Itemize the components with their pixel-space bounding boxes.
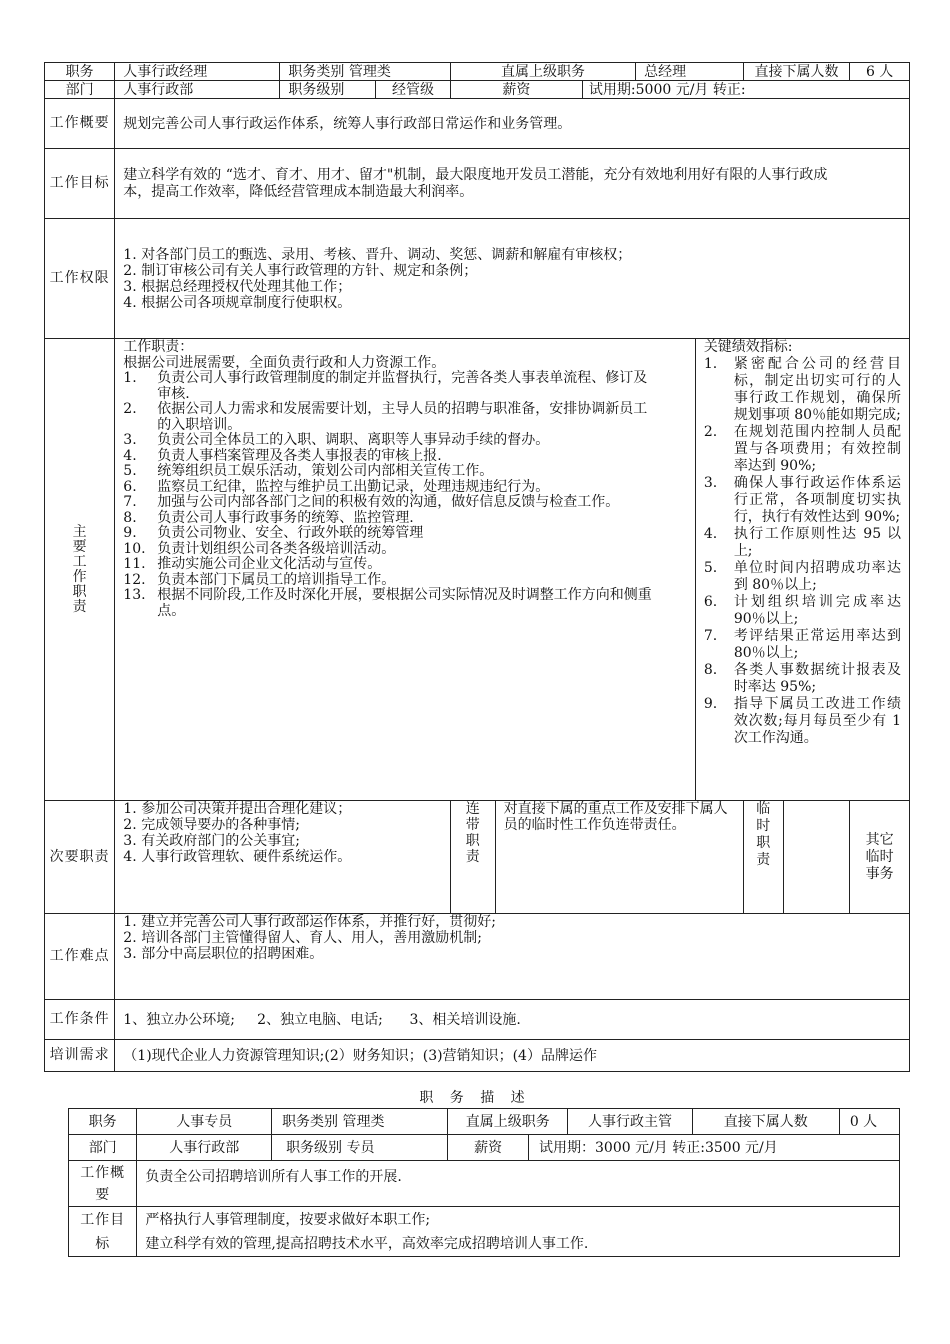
kpi-head: 关键绩效指标: xyxy=(703,339,793,355)
duty-item: 7. 加强与公司内部各部门之间的积极有效的沟通，做好信息反馈与检查工作。 xyxy=(123,494,620,510)
temp-cell xyxy=(743,801,850,914)
temp-text xyxy=(850,801,910,914)
job2-grade-cell xyxy=(272,1135,448,1161)
job2-goal-label: 工作目标 xyxy=(69,1207,137,1257)
secondary-item: 3. 有关政府部门的公关事宜; xyxy=(123,833,301,849)
secondary-item: 1. 参加公司决策并提出合理化建议； xyxy=(123,801,352,817)
kpi-item: 4. 执行工作原则性达 95 以上; xyxy=(703,526,901,559)
training-text: （1)现代企业人力资源管理知识;(2）财务知识；(3)营销知识；(4）品牌运作 xyxy=(115,1040,910,1072)
job2-overview-row xyxy=(69,1161,900,1207)
duties-list xyxy=(123,371,689,619)
secondary-list xyxy=(123,801,446,865)
job2-grade-value: 专员 xyxy=(346,1139,375,1156)
job-description-table-1 xyxy=(44,62,910,1072)
kpi-item: 7. 考评结果正常运用率达到 80％以上; xyxy=(703,628,901,661)
conditions-label: 工作条件 xyxy=(45,1000,115,1040)
duty-item: 8. 负责公司人事行政事务的统筹、监控管理. xyxy=(123,509,414,526)
job2-salary-label: 薪资 xyxy=(448,1135,529,1161)
job2-category-cell xyxy=(272,1109,448,1135)
temp-spacer xyxy=(784,801,850,913)
job2-goal-line-2: 建立科学有效的管理,提高招聘技术水平，高效率完成招聘培训人事工作. xyxy=(145,1235,589,1252)
job2-superior-value: 人事行政主管 xyxy=(568,1109,692,1135)
position-label: 职务 xyxy=(45,63,115,81)
joint-label-text: 连带职责 xyxy=(465,801,480,865)
authority-item: 3. 根据总经理授权代处理其他工作； xyxy=(123,278,352,295)
grade-label: 职务级别 xyxy=(280,81,376,99)
authority-label: 工作权限 xyxy=(45,219,115,339)
duty-item: 3. 负责公司全体员工的入职、调职、离职等人事异动手续的督办。 xyxy=(123,432,550,448)
duty-item: 2. 依据公司人力需求和发展需要计划，主导人员的招聘与职准备，安排协调新员工的入职培训。 xyxy=(123,401,648,433)
superior-value: 总经理 xyxy=(636,63,744,81)
job2-overview-text: 负责全公司招聘培训所有人事工作的开展. xyxy=(137,1161,900,1207)
secondary-item: 2. 完成领导要办的各种事情; xyxy=(123,817,301,833)
position-value: 人事行政经理 xyxy=(115,63,280,81)
difficulty-row xyxy=(45,914,910,1000)
overview-label: 工作概要 xyxy=(45,99,115,149)
dept-label: 部门 xyxy=(45,81,115,99)
kpi-cell xyxy=(695,339,909,801)
category-cell xyxy=(280,63,450,81)
dept-value: 人事行政部 xyxy=(115,81,280,99)
category-value: 管理类 xyxy=(348,63,391,80)
duty-item: 5. 统筹组织员工娱乐活动，策划公司内部相关宣传工作。 xyxy=(123,463,494,479)
difficulty-label: 工作难点 xyxy=(45,914,115,1000)
job2-header-row-1 xyxy=(69,1109,900,1135)
secondary-cell xyxy=(115,801,451,914)
salary-value: 试用期:5000 元/月 转正: xyxy=(582,81,909,99)
job2-position-value: 人事专员 xyxy=(137,1109,272,1135)
duty-item: 6. 监察员工纪律，监控与维护员工出勤记录，处理违规违纪行为。 xyxy=(123,478,550,495)
overview-text: 规划完善公司人事行政运作体系，统筹人事行政部日常运作和业务管理。 xyxy=(115,99,910,149)
duties-label xyxy=(45,339,115,801)
job2-category-value: 管理类 xyxy=(342,1113,385,1130)
temp-label-text: 临时职责 xyxy=(756,801,771,868)
conditions-row xyxy=(45,1000,910,1040)
category-label: 职务类别 xyxy=(288,63,345,80)
job2-overview-label: 工作概要 xyxy=(69,1161,137,1207)
job2-subordinates-label: 直接下属人数 xyxy=(692,1109,839,1135)
joint-text: 对直接下属的重点工作及安排下属人员的临时性工作负连带责任。 xyxy=(495,801,743,914)
job2-dept-value: 人事行政部 xyxy=(137,1135,272,1161)
training-row xyxy=(45,1040,910,1072)
secondary-item: 4. 人事行政管理软、硬件系统运作。 xyxy=(123,849,352,865)
duty-item: 4. 负责人事档案管理及各类人事报表的审核上报. xyxy=(123,447,442,464)
job2-grade-label: 职务级别 xyxy=(286,1139,343,1156)
secondary-row xyxy=(45,801,910,914)
grade-value: 经管级 xyxy=(376,81,451,99)
job2-position-label: 职务 xyxy=(69,1109,137,1135)
goal-text: 建立科学有效的 “选才、育才、用才、留才"机制，最大限度地开发员工潜能，充分有效地利用好有限的人事行政成本，提高工作效率，降低经营管理成本制造最大利润率。 xyxy=(123,166,828,200)
kpi-item: 1. 紧密配合公司的经营目标，制定出切实可行的人事行政工作规划，确保所规划事项 80％能如期完成; xyxy=(703,356,901,423)
job2-goal-cell xyxy=(137,1207,900,1257)
duties-label-text: 主要工作职责 xyxy=(72,523,87,615)
goal-row xyxy=(45,149,910,219)
goal-cell xyxy=(115,149,910,219)
authority-item: 1. 对各部门员工的甄选、录用、考核、晋升、调动、奖惩、调薪和解雇有审核权； xyxy=(123,246,632,263)
job2-goal-line-1: 严格执行人事管理制度，按要求做好本职工作; xyxy=(145,1211,431,1228)
duty-item: 9. 负责公司物业、安全、行政外联的统筹管理 xyxy=(123,525,424,541)
section-title: 职 务 描 述 xyxy=(419,1090,531,1106)
job2-salary-value: 试用期：3000 元/月 转正:3500 元/月 xyxy=(529,1135,900,1161)
superior-label: 直属上级职务 xyxy=(450,63,635,81)
authority-row xyxy=(45,219,910,339)
duty-item: 10. 负责计划组织公司各类各级培训活动。 xyxy=(123,540,396,557)
temp-label xyxy=(744,801,784,913)
difficulty-item: 3. 部分中高层职位的招聘困难。 xyxy=(123,946,324,962)
duties-head-2: 根据公司进展需要，全面负责行政和人力资源工作。 xyxy=(123,355,446,371)
kpi-item: 9. 指导下属员工改进工作绩效次数;每月每员至少有 1 次工作沟通。 xyxy=(703,696,901,746)
duty-item: 13. 根据不同阶段,工作及时深化开展，要根据公司实际情况及时调整工作方向和侧重点。 xyxy=(123,587,652,619)
job2-category-label: 职务类别 xyxy=(282,1113,339,1130)
difficulty-item: 2. 培训各部门主管懂得留人、育人、用人，善用激励机制; xyxy=(123,930,483,946)
salary-label: 薪资 xyxy=(450,81,582,99)
secondary-label: 次要职责 xyxy=(45,801,115,914)
conditions-text: 1、独立办公环境; 2、独立电脑、电话; 3、相关培训设施. xyxy=(115,1000,910,1040)
kpi-list xyxy=(704,356,901,747)
duty-item: 1. 负责公司人事行政管理制度的制定并监督执行，完善各类人事表单流程、修订及审核. xyxy=(123,370,648,402)
header-row-1 xyxy=(45,63,910,81)
job2-subordinates-value: 0 人 xyxy=(839,1109,899,1135)
goal-label: 工作目标 xyxy=(45,149,115,219)
training-label: 培训需求 xyxy=(45,1040,115,1072)
kpi-item: 2. 在规划范围内控制人员配置与各项费用；有效控制率达到 90%; xyxy=(703,424,901,474)
job2-goal-row xyxy=(69,1207,900,1257)
header-row-2 xyxy=(45,81,910,99)
job2-header-row-2 xyxy=(69,1135,900,1161)
subordinates-label: 直接下属人数 xyxy=(743,63,850,81)
difficulty-cell xyxy=(115,914,910,1000)
kpi-item: 3. 确保人事行政运作体系运行正常，各项制度切实执行，执行有效性达到 90%; xyxy=(703,475,901,525)
duty-item: 11. 推动实施公司企业文化活动与宣传。 xyxy=(123,556,382,572)
overview-row xyxy=(45,99,910,149)
kpi-item: 6. 计划组织培训完成率达 90％以上; xyxy=(703,594,901,627)
authority-list xyxy=(123,247,905,311)
difficulty-list xyxy=(123,914,905,962)
authority-item: 4. 根据公司各项规章制度行使职权。 xyxy=(123,294,352,311)
kpi-item: 5. 单位时间内招聘成功率达到 80％以上; xyxy=(703,560,901,593)
job-description-table-2 xyxy=(68,1108,900,1257)
authority-cell xyxy=(115,219,910,339)
duties-head-1: 工作职责： xyxy=(123,339,194,355)
kpi-item: 8. 各类人事数据统计报表及时率达 95%; xyxy=(703,662,901,695)
joint-label xyxy=(450,801,495,914)
temp-text-value: 其它临时事务 xyxy=(865,831,894,882)
difficulty-item: 1. 建立并完善公司人事行政部运作体系，并推行好，贯彻好; xyxy=(123,914,497,930)
duties-cell xyxy=(115,339,696,801)
duties-row xyxy=(45,339,910,801)
subordinates-value: 6 人 xyxy=(850,63,910,81)
duty-item: 12. 负责本部门下属员工的培训指导工作。 xyxy=(123,571,396,588)
job2-superior-label: 直属上级职务 xyxy=(448,1109,568,1135)
authority-item: 2. 制订审核公司有关人事行政管理的方针、规定和条例； xyxy=(123,262,478,279)
job2-dept-label: 部门 xyxy=(69,1135,137,1161)
